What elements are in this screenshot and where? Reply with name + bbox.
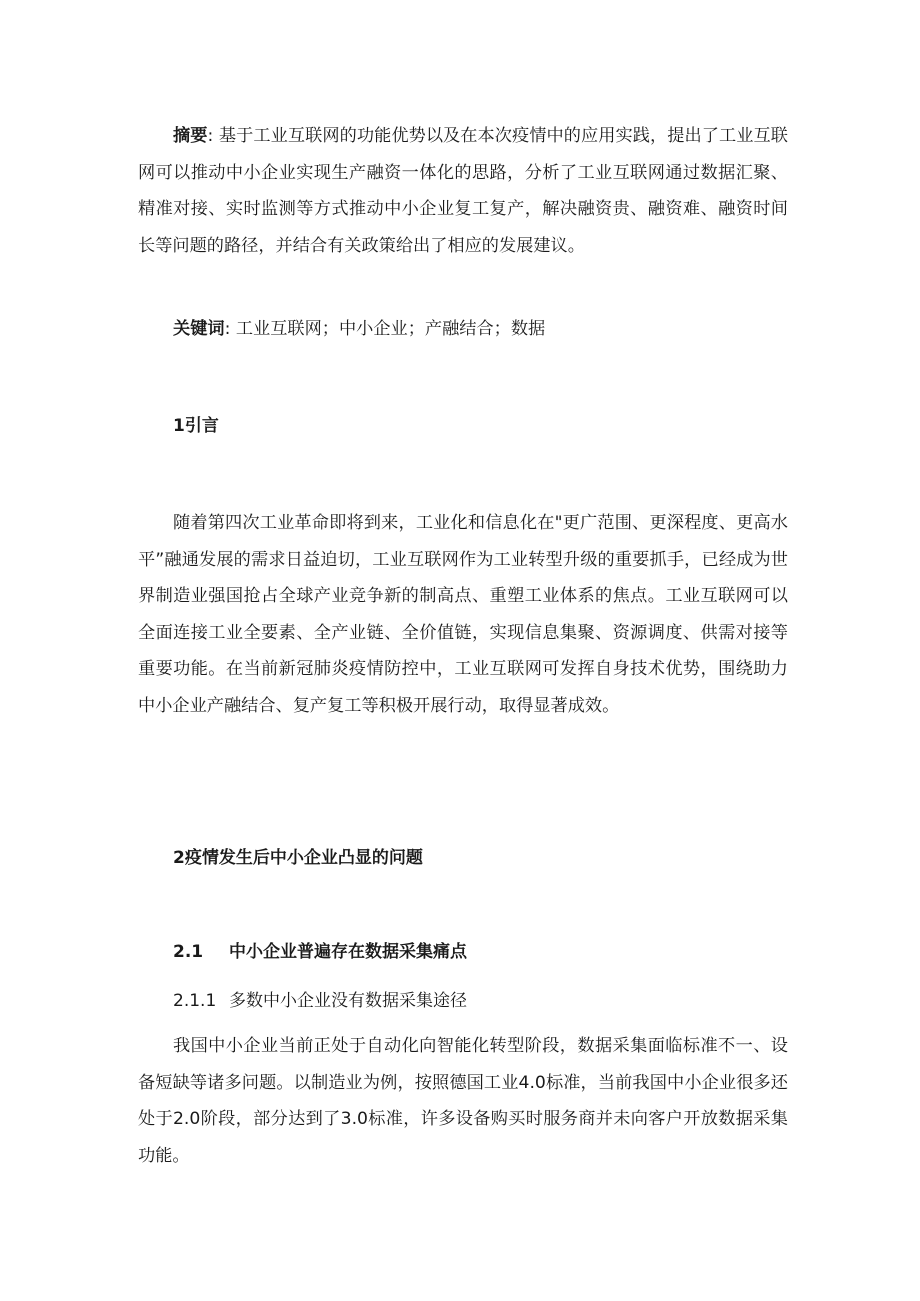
section-2-body: 我国中小企业当前正处于自动化向智能化转型阶段，数据采集面临标准不一、设备短缺等诸多问题。以制造业为例，按照德国工业4.0标准，当前我国中小企业很多还处于2.0阶段，部分达到了3.0标准，许多设备购买时服务商并未向客户开放数据采集功能。 — [138, 1036, 788, 1166]
keywords-label: 关键词 — [173, 319, 225, 339]
subsection-2-1-1-number: 2.1.1 — [173, 991, 217, 1011]
abstract-label: 摘要 — [173, 126, 208, 146]
section-1-heading: 1引言 — [173, 416, 219, 436]
abstract-paragraph — [138, 118, 788, 264]
section-2-heading: 2疫情发生后中小企业凸显的问题 — [173, 848, 423, 868]
keywords-paragraph — [138, 311, 788, 348]
subsection-2-1-title: 中小企业普遍存在数据采集痛点 — [229, 942, 467, 962]
abstract-text: 基于工业互联网的功能优势以及在本次疫情中的应用实践，提出了工业互联网可以推动中小企业实现生产融资一体化的思路，分析了工业互联网通过数据汇聚、精准对接、实时监测等方式推动中小企业复工复产，解决融资贵、融资难、融资时间长等问题的路径，并结合有关政策给出了相应的发展建议。 — [138, 126, 788, 256]
subsection-2-1-number: 2.1 — [173, 942, 204, 962]
keywords-text: 工业互联网；中小企业；产融结合；数据 — [235, 319, 546, 339]
section-1-body: 随着第四次工业革命即将到来，工业化和信息化在"更广范围、更深程度、更高水平”融通发展的需求日益迫切，工业互联网作为工业转型升级的重要抓手，已经成为世界制造业强国抢占全球产业竞争新的制高点、重塑工业体系的焦点。工业互联网可以全面连接工业全要素、全产业链、全价值链，实现信息集聚、资源调度、供需对接等重要功能。在当前新冠肺炎疫情防控中，工业互联网可发挥自身技术优势，围绕助力中小企业产融结合、复产复工等积极开展行动，取得显著成效。 — [138, 513, 788, 716]
subsection-2-1-1-heading — [173, 986, 467, 1011]
subsection-2-1-heading — [173, 937, 467, 962]
abstract-separator: : — [207, 126, 214, 146]
subsection-2-1-1-title: 多数中小企业没有数据采集途径 — [229, 991, 467, 1011]
keywords-separator: : — [224, 319, 231, 339]
